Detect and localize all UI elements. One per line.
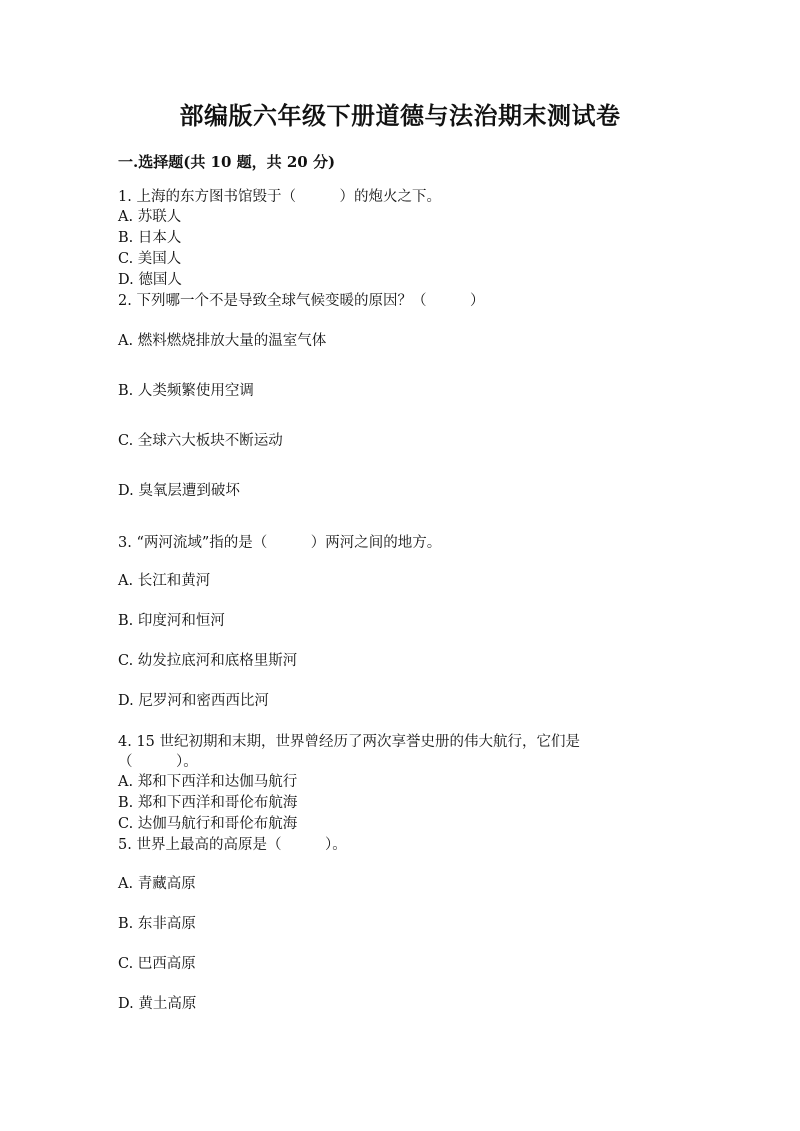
question-1-stem: 1. 上海的东方图书馆毁于（ ）的炮火之下。 — [118, 189, 441, 205]
question-2-option-b: B. 人类频繁使用空调 — [118, 383, 254, 399]
question-4-stem: 4. 15 世纪初期和末期，世界曾经历了两次享誉史册的伟大航行，它们是 — [118, 734, 581, 750]
question-3-option-d: D. 尼罗河和密西西比河 — [118, 693, 269, 709]
question-5-option-b: B. 东非高原 — [118, 916, 196, 932]
question-1-option-a: A. 苏联人 — [118, 209, 182, 225]
exam-title: 部编版六年级下册道德与法治期末测试卷 — [179, 101, 621, 130]
question-3-option-c: C. 幼发拉底河和底格里斯河 — [118, 653, 298, 669]
section-heading: 一.选择题(共 10 题，共 20 分) — [118, 153, 336, 171]
question-2-stem: 2. 下列哪一个不是导致全球气候变暖的原因？（ ） — [118, 293, 485, 309]
question-3-stem: 3. “两河流域”指的是（ ）两河之间的地方。 — [118, 535, 442, 551]
question-2-option-c: C. 全球六大板块不断运动 — [118, 433, 283, 449]
question-1-option-d: D. 德国人 — [118, 272, 182, 288]
question-3-option-a: A. 长江和黄河 — [118, 573, 211, 589]
question-4-stem-continued: （ ）。 — [118, 754, 198, 770]
question-4-option-c: C. 达伽马航行和哥伦布航海 — [118, 816, 298, 832]
question-1-option-c: C. 美国人 — [118, 251, 182, 267]
question-1-option-b: B. 日本人 — [118, 230, 182, 246]
question-2-option-d: D. 臭氧层遭到破坏 — [118, 483, 240, 499]
question-4-option-a: A. 郑和下西洋和达伽马航行 — [118, 774, 298, 790]
question-3-option-b: B. 印度河和恒河 — [118, 613, 225, 629]
question-5-stem: 5. 世界上最高的高原是（ ）。 — [118, 837, 347, 853]
question-5-option-c: C. 巴西高原 — [118, 956, 196, 972]
question-2-option-a: A. 燃料燃烧排放大量的温室气体 — [118, 333, 327, 349]
question-5-option-d: D. 黄土高原 — [118, 996, 197, 1012]
question-4-option-b: B. 郑和下西洋和哥伦布航海 — [118, 795, 298, 811]
question-5-option-a: A. 青藏高原 — [118, 876, 196, 892]
